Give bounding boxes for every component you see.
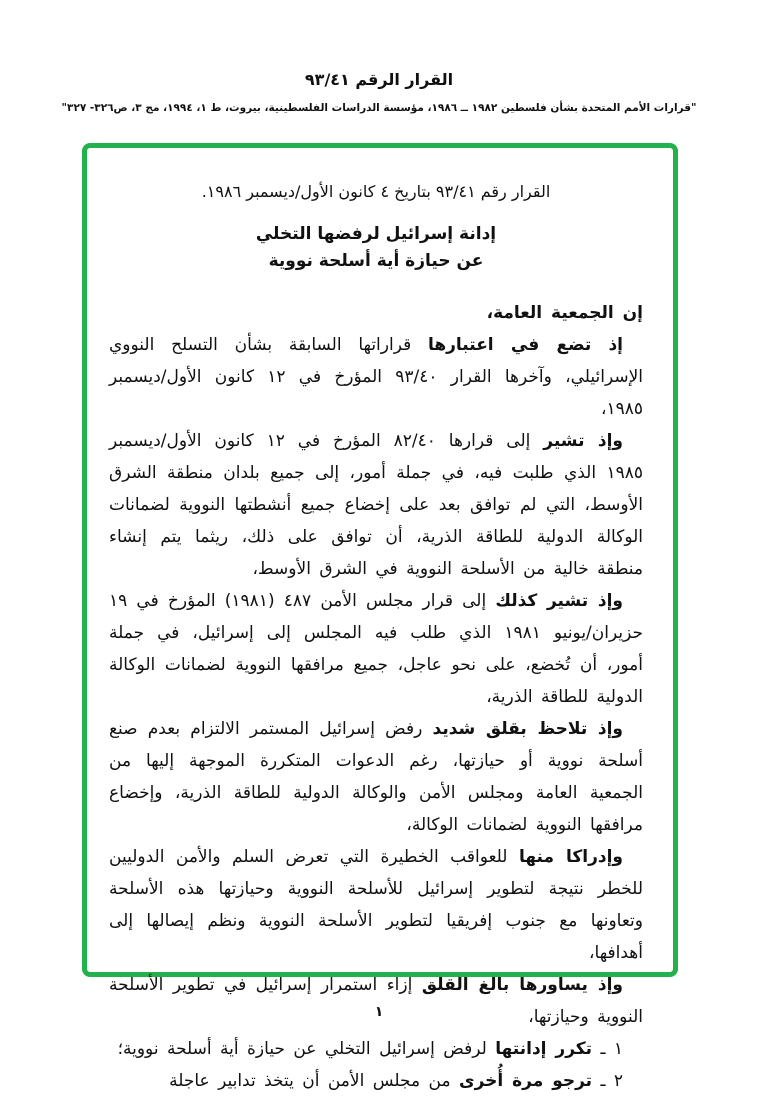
preamble-lead: إذ تضع في اعتبارها [427,335,623,355]
preamble-paragraph [109,425,643,585]
preamble-text: رفض إسرائيل المستمر الالتزام بعدم صنع أسلحة نووية أو حيازتها، رغم الدعوات المتكررة الموجهة إليها من الجمعية العامة ومجلس الأمن والوكالة الدولية للطاقة الذرية، وإخضاع مرافقها النووية لضمانات الوكالة، [109,719,643,835]
resolution-title-line1: إدانة إسرائيل لرفضها التخلي [255,224,497,244]
resolution-body [109,297,643,1097]
resolution-highlight-box [82,143,678,1091]
preamble-lead: وإذ تشير [543,431,624,451]
preamble-text: إلى قرار مجلس الأمن ٤٨٧ (١٩٨١) المؤرخ في ١٩ حزيران/يونيو ١٩٨١ الذي طلب فيه المجلس إلى إسرائيل، في جملة أمور، أن تُخضع، على نحو عاجل، جميع مرافقها النووية لضمانات الوكالة الدولية للطاقة الذرية، [109,591,643,707]
preamble-text: إزاء استمرار إسرائيل في تطوير الأسلحة النووية وحيازتها، [109,975,643,1027]
clause-lead: تكرر إدانتها [495,1039,593,1059]
preamble-text: قراراتها السابقة بشأن التسلح النووي الإسرائيلي، وآخرها القرار ٩٣/٤٠ المؤرخ في ١٢ كانون الأول/ديسمبر ١٩٨٥، [109,335,643,419]
preamble-lead: وإذ تشير كذلك [495,591,623,611]
page-number: ١ [374,1004,384,1020]
clause-text: لرفض إسرائيل التخلي عن حيازة أية أسلحة نووية؛ [117,1039,496,1059]
operative-clause-1 [109,1033,643,1065]
preamble-paragraph [109,969,643,1033]
resolution-title-line2: عن حيازة أية أسلحة نووية [268,251,484,271]
preamble-lead: وإدراكا منها [518,847,623,867]
document-title: القرار الرقم ٩٣/٤١ [304,70,454,89]
preamble-paragraph [109,713,643,841]
preamble-lead: وإذ يساورها بالغ القلق [421,975,623,995]
resolution-title [109,221,643,275]
preamble-text: للعواقب الخطيرة التي تعرض السلم والأمن الدوليين للخطر نتيجة لتطوير إسرائيل للأسلحة النووية وحيازتها هذه الأسلحة وتعاونها مع جنوب إفريقيا لتطوير الأسلحة النووية ونظم إيصالها إلى أهدافها، [109,847,643,963]
preamble-text: إلى قرارها ٨٢/٤٠ المؤرخ في ١٢ كانون الأول/ديسمبر ١٩٨٥ الذي طلبت فيه، في جملة أمور، إلى جميع بلدان منطقة الشرق الأوسط، التي لم توافق بعد على إخضاع جميع أنشطتها النووية لضمانات الوكالة الدولية للطاقة الذرية، أن توافق على ذلك، ريثما يتم إنشاء منطقة خالية من الأسلحة النووية في الشرق الأوسط، [109,431,643,579]
clause-number: ١ ـ [592,1039,623,1059]
preamble-paragraph [109,329,643,425]
operative-clause-2 [109,1065,643,1097]
resolution-intro-line: القرار رقم ٩٣/٤١ بتاريخ ٤ كانون الأول/ديسمبر ١٩٨٦. [201,182,551,201]
preamble-paragraph [109,841,643,969]
source-citation: "قرارات الأمم المتحدة بشأن فلسطين ١٩٨٢ ــ ١٩٨٦، مؤسسة الدراسات الفلسطينية، بيروت، ط ١، ١٩٩٤، مج ٣، ص٣٢٦- ٣٢٧" [61,102,697,114]
preamble-paragraph [109,585,643,713]
preamble-lead: وإذ تلاحظ بقلق شديد [432,719,623,739]
clause-number: ٢ ـ [592,1071,623,1091]
clause-text: من مجلس الأمن أن يتخذ تدابير عاجلة [169,1071,459,1091]
opening-line: إن الجمعية العامة، [486,303,643,323]
clause-lead: ترجو مرة أُخرى [458,1071,593,1091]
